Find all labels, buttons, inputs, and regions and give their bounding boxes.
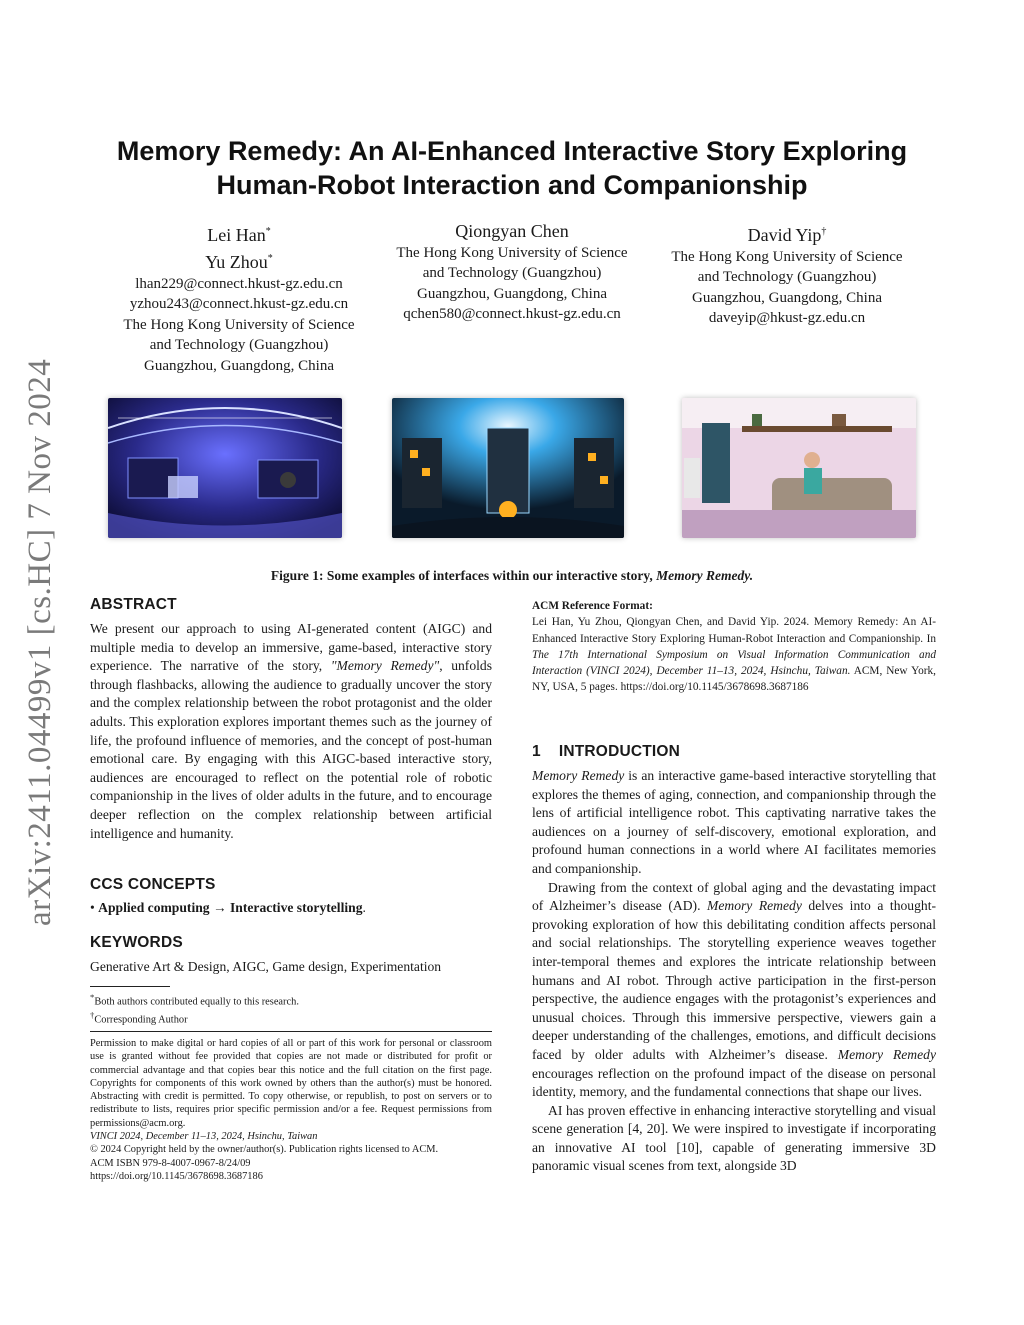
- figure-panel-lab: [108, 398, 342, 538]
- intro-paragraph-2: [532, 879, 936, 1102]
- footnote-mark: †: [90, 1009, 95, 1020]
- corresponding-author-mark: †: [821, 226, 827, 237]
- author-affiliation: and Technology (Guangzhou): [697, 269, 877, 286]
- ccs-subconcept: Interactive storytelling: [230, 900, 363, 915]
- permission-isbn: ACM ISBN 979-8-4007-0967-8/24/09: [90, 1157, 251, 1169]
- title-line-1: Memory Remedy: An AI-Enhanced Interactive Story Exploring: [116, 136, 908, 166]
- author-location: Guangzhou, Guangdong, China: [692, 289, 882, 306]
- abstract-text: , unfolds through flashbacks, allowing the audience to gradually uncover the story and the complex relationship between the robot protagonist and the older adults. This exploration explores important themes such as the journey of life, the profound influence of memories, and the concept of post-human emotional care. By engaging with this AIGC-based interactive story, audiences are encouraged to reflect on the potential role of robotic companionship in the lives of older adults in the future, and to encourage deeper reflection on the complex relationship between artificial intelligence and humanity.: [90, 658, 492, 841]
- acm-ref-proceedings: The 17th International Symposium on Visual Information Communication and Interaction (VINCI 2024), December 11–13, 2024, Hsinchu, Taiwan.: [532, 648, 936, 678]
- abstract-text: We present our approach to using AI-generated content (AIGC) and multiple media to develop an immersive, game-based, interactive story experience. The narrative of the story,: [90, 621, 492, 674]
- caption-story-title: Memory Remedy.: [656, 568, 754, 583]
- figure-panel-living-room: [682, 398, 916, 538]
- ccs-concepts: [90, 899, 492, 918]
- ccs-heading: CCS CONCEPTS: [90, 876, 216, 893]
- footnotes: [90, 991, 492, 1027]
- intro-text: encourages reflection on the profound impact of the disease on personal identity, memory, and the fundamental connections that shape our lives.: [532, 1065, 936, 1100]
- story-title: Memory Remedy: [837, 1046, 936, 1062]
- arxiv-identifier: arXiv:2411.04499v1 [cs.HC] 7 Nov 2024: [22, 358, 58, 926]
- author-affiliation: The Hong Kong University of Science: [396, 245, 628, 261]
- author-email: daveyip@hkust-gz.edu.cn: [708, 310, 866, 327]
- author-email: qchen580@connect.hkust-gz.edu.cn: [403, 306, 621, 323]
- footnote-mark: *: [90, 992, 95, 1002]
- equal-contribution-mark: *: [265, 226, 271, 237]
- author-block-yip: [646, 220, 928, 329]
- abstract-story-title: "Memory Remedy": [330, 658, 440, 674]
- author-affiliation: The Hong Kong University of Science: [123, 316, 355, 333]
- title-line-2: Human-Robot Interaction and Companionship: [216, 170, 808, 200]
- intro-text: Drawing from the context of global aging and the devastating impact of Alzheimer’s disease (AD).: [532, 879, 936, 914]
- abstract-body: [90, 620, 492, 843]
- author-name: Qiongyan Chen: [455, 221, 569, 241]
- abstract-heading: ABSTRACT: [90, 596, 177, 613]
- paper-title: [80, 134, 944, 202]
- intro-heading-text: 1 INTRODUCTION: [532, 743, 681, 760]
- author-email: lhan229@connect.hkust-gz.edu.cn: [135, 276, 343, 292]
- author-affiliation: The Hong Kong University of Science: [671, 249, 903, 265]
- footnote-text: Corresponding Author: [94, 1014, 188, 1026]
- author-block-chen: [370, 220, 654, 325]
- living-room-panorama-image: [682, 398, 916, 538]
- author-name: David Yip: [747, 225, 822, 245]
- author-block-han-zhou: [96, 220, 382, 376]
- arrow-icon: →: [213, 900, 227, 915]
- intro-paragraph-3: AI has proven effective in enhancing interactive storytelling and visual scene generation [4, 20]. We were inspired to investigate if incorporating an innovative AI tool [10], capable of generating immersive 3D panoramic visual scenes from text, alongside 3D: [532, 1102, 936, 1174]
- acm-ref-heading: ACM Reference Format:: [532, 600, 653, 612]
- author-name: Lei Han: [207, 225, 266, 245]
- permission-text: Permission to make digital or hard copies of all or part of this work for personal or classroom use is granted without fee provided that copies are not made or distributed for profit or commercial advantage and that copies bear this notice and the full citation on the first page. Copyrights for components of this work owned by others than the author(s) must be honored. Abstracting with credit is permitted. To copy otherwise, or republish, to post on servers or to redistribute to lists, requires prior specific permission and/or a fee. Request permissions from permissions@acm.org.: [90, 1038, 492, 1129]
- acm-ref-text: ACM, New York, NY, USA, 5 pages. https://doi.org/10.1145/3678698.3687186: [532, 665, 936, 694]
- caption-text: Figure 1: Some examples of interfaces within our interactive story,: [270, 568, 657, 583]
- permission-doi[interactable]: https://doi.org/10.1145/3678698.3687186: [90, 1170, 263, 1182]
- intro-text: is an interactive game-based interactive storytelling that explores the themes of aging, connection, and companionship through the lens of artificial intelligence robot. This captivating narrative takes the audiences on a journey of self-discovery, emotional exploration, and profound human connections in a world where AI facilitates memories and companionship.: [532, 768, 936, 876]
- footnote-divider: [90, 986, 170, 987]
- reactor-panorama-image: [392, 398, 624, 538]
- permission-copyright: © 2024 Copyright held by the owner/author(s). Publication rights licensed to ACM.: [90, 1144, 439, 1156]
- story-title: Memory Remedy: [707, 898, 802, 914]
- intro-heading: [532, 743, 680, 761]
- figure-panel-reactor: [392, 398, 624, 538]
- figure-caption: [80, 568, 944, 584]
- period: .: [362, 900, 366, 915]
- author-affiliation: and Technology (Guangzhou): [422, 265, 602, 282]
- permission-venue: VINCI 2024, December 11–13, 2024, Hsinchu, Taiwan: [90, 1131, 318, 1143]
- ccs-concept: Applied computing: [98, 900, 210, 915]
- author-name: Yu Zhou: [205, 252, 268, 272]
- keywords-heading: KEYWORDS: [90, 934, 183, 951]
- intro-body: [532, 767, 936, 1176]
- intro-text: delves into a thought-provoking exploration of how this debilitating condition affects personal and social relationships. The storytelling experience weaves together inter-temporal themes and explores the intricate relationship between humans and AI robot. Through active participation in the first-person perspective, the audience engages with the protagonist’s experiences and unusual choices. Through this immersive perspective, viewers gain a deeper understanding of the challenges, emotions, and difficult decisions faced by older adults with Alzheimer’s disease.: [532, 898, 936, 1062]
- acm-ref-text: Lei Han, Yu Zhou, Qiongyan Chen, and David Yip. 2024. Memory Remedy: An AI-Enhanced Interactive Story Exploring Human-Robot Interaction and Companionship. In: [532, 616, 936, 645]
- permission-block: [90, 1037, 492, 1183]
- permission-divider: [90, 1031, 492, 1032]
- author-location: Guangzhou, Guangdong, China: [417, 285, 607, 302]
- keywords-text: Generative Art & Design, AIGC, Game design, Experimentation: [90, 959, 442, 974]
- equal-contribution-mark: *: [267, 253, 273, 264]
- author-email: yzhou243@connect.hkust-gz.edu.cn: [129, 296, 349, 313]
- footnote-text: Both authors contributed equally to this research.: [94, 996, 299, 1008]
- story-title: Memory Remedy: [532, 768, 625, 783]
- bullet: •: [90, 900, 95, 915]
- author-location: Guangzhou, Guangdong, China: [144, 357, 334, 374]
- intro-paragraph-1: [532, 767, 936, 879]
- lab-panorama-image: [108, 398, 342, 538]
- author-affiliation: and Technology (Guangzhou): [149, 337, 329, 354]
- acm-reference: [532, 598, 936, 696]
